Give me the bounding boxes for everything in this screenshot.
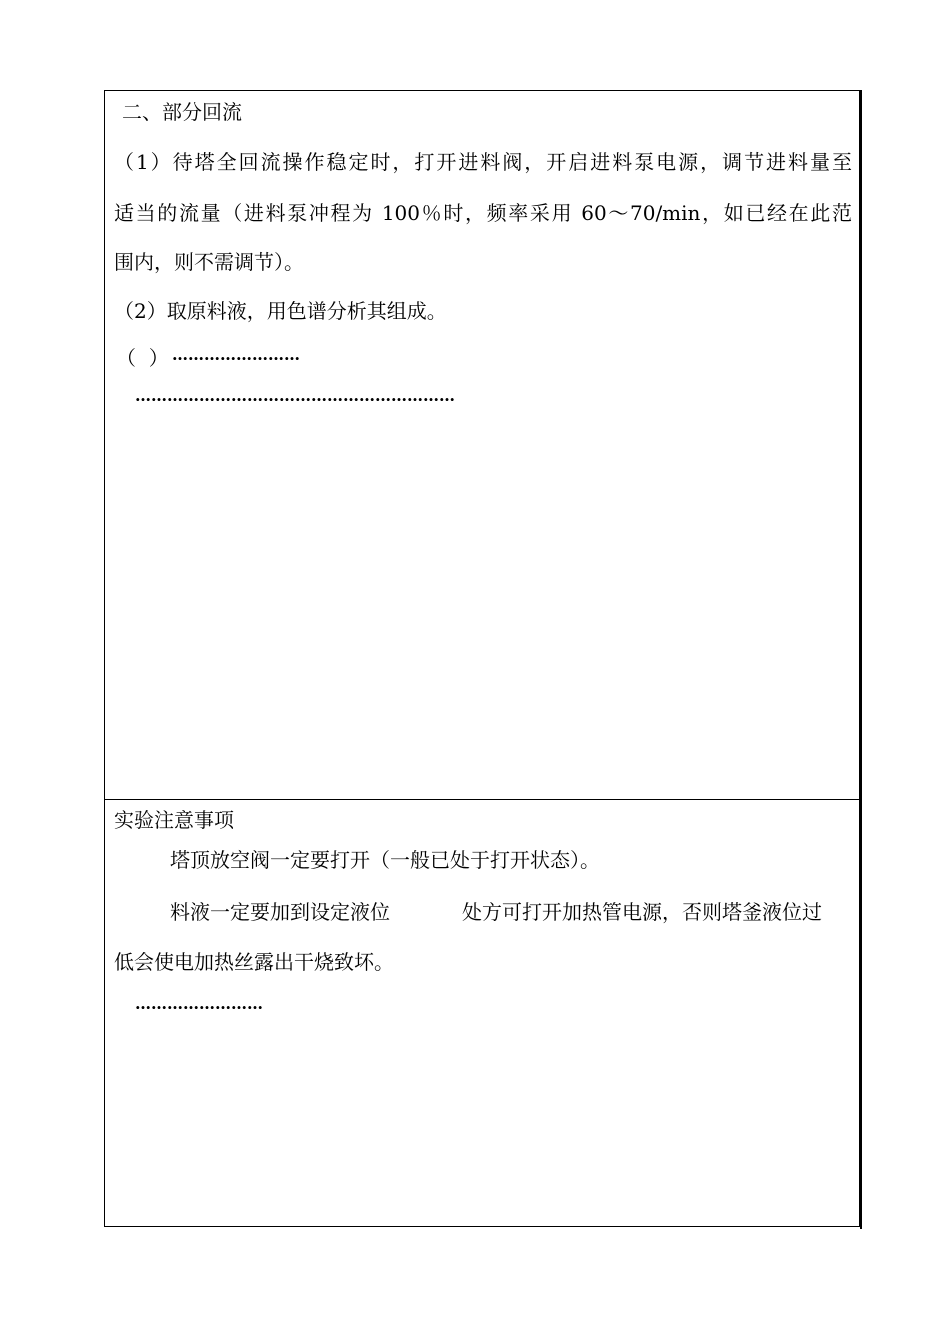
notes-item1: 塔顶放空阀一定要打开（一般已处于打开状态）。 [170,848,600,872]
step2: （2）取原料液，用色谱分析其组成。 [114,299,447,323]
notes-item2-line2: 低会使电加热丝露出干烧致坏。 [114,950,394,974]
section-heading: 二、部分回流 [122,100,242,124]
notes-heading: 实验注意事项 [114,808,234,832]
notes-item2-part2: 处方可打开加热管电源，否则塔釜液位过 [462,900,822,924]
dots-long: …………………………………………………… [135,386,455,405]
section-divider [104,799,860,800]
step1-line2: 适当的流量（进料泵冲程为 100％时，频率采用 60～70/min，如已经在此范 [114,201,852,225]
dots-short: …………………… [172,345,300,364]
notes-dots: …………………… [135,994,263,1013]
step1-line1: （1）待塔全回流操作稳定时，打开进料阀，开启进料泵电源，调节进料量至 [114,150,852,174]
step1-line3: 围内，则不需调节）。 [114,250,304,274]
step3-prefix: （ ） [116,346,169,370]
notes-item2-part1: 料液一定要加到设定液位 [170,900,390,924]
